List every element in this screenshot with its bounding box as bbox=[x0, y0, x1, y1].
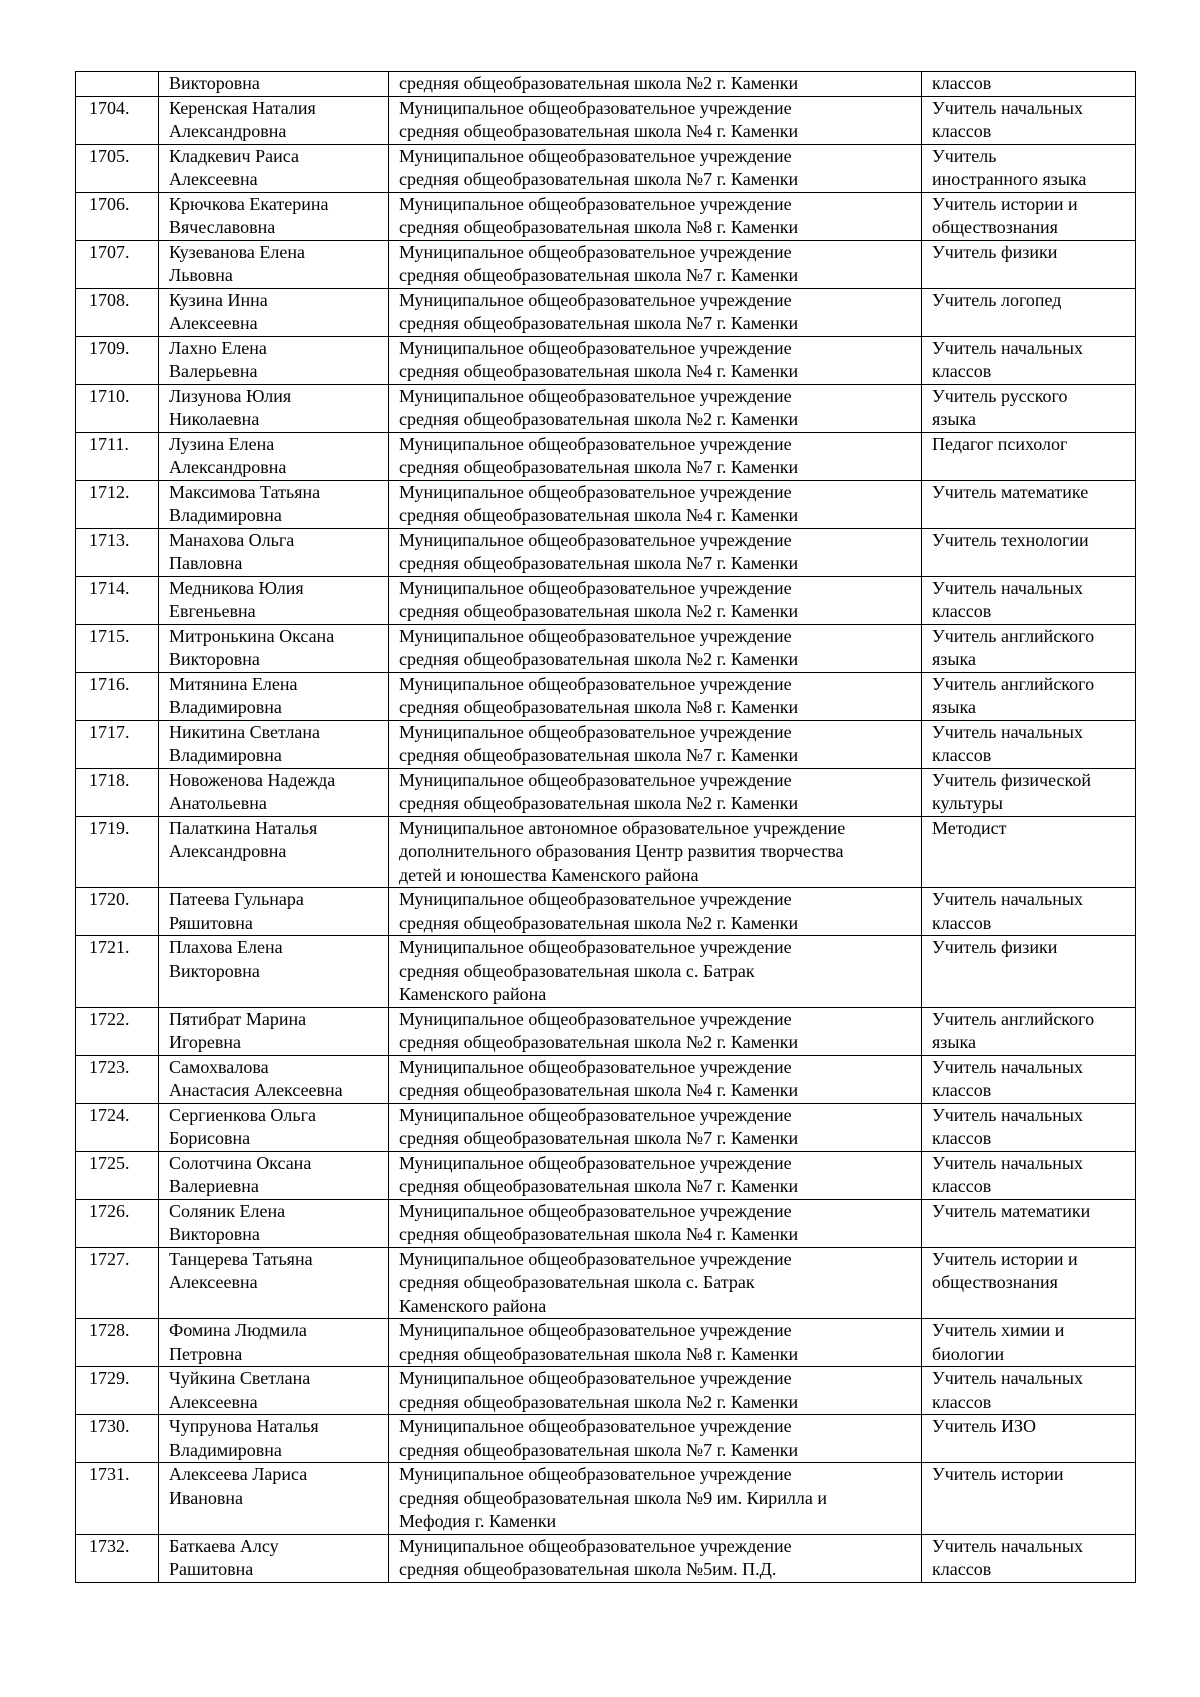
teacher-name-cell: Патеева Гульнара Ряшитовна bbox=[159, 888, 389, 936]
position-cell: Учитель ИЗО bbox=[922, 1415, 1136, 1463]
row-number-cell: 1726. bbox=[76, 1199, 159, 1247]
organization-cell: Муниципальное общеобразовательное учреждение средняя общеобразовательная школа №7 г. Каменки bbox=[389, 1151, 922, 1199]
row-number-cell: 1713. bbox=[76, 528, 159, 576]
row-number-cell: 1730. bbox=[76, 1415, 159, 1463]
organization-cell: Муниципальное общеобразовательное учреждение средняя общеобразовательная школа №4 г. Каменки bbox=[389, 336, 922, 384]
position-cell: Учитель химии и биологии bbox=[922, 1319, 1136, 1367]
row-number-cell: 1723. bbox=[76, 1055, 159, 1103]
organization-cell: Муниципальное общеобразовательное учреждение средняя общеобразовательная школа с. Батрак Каменского района bbox=[389, 936, 922, 1008]
row-number-cell: 1732. bbox=[76, 1534, 159, 1582]
position-cell: Учитель физической культуры bbox=[922, 768, 1136, 816]
organization-cell: средняя общеобразовательная школа №2 г. Каменки bbox=[389, 72, 922, 97]
organization-cell: Муниципальное общеобразовательное учреждение средняя общеобразовательная школа с. Батрак Каменского района bbox=[389, 1247, 922, 1319]
row-number-cell: 1715. bbox=[76, 624, 159, 672]
teacher-name-cell: Керенская Наталия Александровна bbox=[159, 96, 389, 144]
teacher-name-cell: Кузеванова Елена Львовна bbox=[159, 240, 389, 288]
table-body bbox=[76, 72, 1136, 1583]
organization-cell: Муниципальное общеобразовательное учреждение средняя общеобразовательная школа №7 г. Каменки bbox=[389, 720, 922, 768]
teacher-name-cell: Лизунова Юлия Николаевна bbox=[159, 384, 389, 432]
position-cell: Учитель начальных классов bbox=[922, 1055, 1136, 1103]
position-cell: Учитель истории bbox=[922, 1463, 1136, 1535]
organization-cell: Муниципальное общеобразовательное учреждение средняя общеобразовательная школа №2 г. Каменки bbox=[389, 384, 922, 432]
row-number-cell: 1705. bbox=[76, 144, 159, 192]
table-row bbox=[76, 1463, 1136, 1535]
row-number-cell: 1712. bbox=[76, 480, 159, 528]
table-row bbox=[76, 336, 1136, 384]
position-cell: Учитель начальных классов bbox=[922, 1103, 1136, 1151]
row-number-cell: 1718. bbox=[76, 768, 159, 816]
table-row bbox=[76, 528, 1136, 576]
position-cell: Учитель начальных классов bbox=[922, 1367, 1136, 1415]
row-number-cell: 1727. bbox=[76, 1247, 159, 1319]
organization-cell: Муниципальное общеобразовательное учреждение средняя общеобразовательная школа №9 им. Кирилла и Мефодия г. Каменки bbox=[389, 1463, 922, 1535]
position-cell: Педагог психолог bbox=[922, 432, 1136, 480]
position-cell: Учитель математики bbox=[922, 1199, 1136, 1247]
row-number-cell: 1704. bbox=[76, 96, 159, 144]
organization-cell: Муниципальное общеобразовательное учреждение средняя общеобразовательная школа №7 г. Каменки bbox=[389, 288, 922, 336]
table-row bbox=[76, 96, 1136, 144]
position-cell: Учитель начальных классов bbox=[922, 1151, 1136, 1199]
table-row bbox=[76, 1534, 1136, 1582]
position-cell: Учитель иностранного языка bbox=[922, 144, 1136, 192]
teacher-name-cell: Палаткина Наталья Александровна bbox=[159, 816, 389, 888]
organization-cell: Муниципальное общеобразовательное учреждение средняя общеобразовательная школа №7 г. Каменки bbox=[389, 144, 922, 192]
organization-cell: Муниципальное общеобразовательное учреждение средняя общеобразовательная школа №4 г. Каменки bbox=[389, 1055, 922, 1103]
teacher-name-cell: Кладкевич Раиса Алексеевна bbox=[159, 144, 389, 192]
position-cell: Учитель технологии bbox=[922, 528, 1136, 576]
teacher-name-cell: Плахова Елена Викторовна bbox=[159, 936, 389, 1008]
row-number-cell: 1729. bbox=[76, 1367, 159, 1415]
table-row bbox=[76, 888, 1136, 936]
teacher-name-cell: Митянина Елена Владимировна bbox=[159, 672, 389, 720]
position-cell: Учитель начальных классов bbox=[922, 1534, 1136, 1582]
teacher-name-cell: Лахно Елена Валерьевна bbox=[159, 336, 389, 384]
teachers-table bbox=[75, 71, 1136, 1583]
table-row bbox=[76, 1319, 1136, 1367]
teacher-name-cell: Баткаева Алсу Рашитовна bbox=[159, 1534, 389, 1582]
row-number-cell: 1731. bbox=[76, 1463, 159, 1535]
row-number-cell: 1707. bbox=[76, 240, 159, 288]
organization-cell: Муниципальное общеобразовательное учреждение средняя общеобразовательная школа №7 г. Каменки bbox=[389, 1415, 922, 1463]
row-number-cell: 1722. bbox=[76, 1007, 159, 1055]
row-number-cell: 1709. bbox=[76, 336, 159, 384]
teacher-name-cell: Чупрунова Наталья Владимировна bbox=[159, 1415, 389, 1463]
position-cell: Учитель английского языка bbox=[922, 1007, 1136, 1055]
row-number-cell: 1721. bbox=[76, 936, 159, 1008]
table-row bbox=[76, 1367, 1136, 1415]
table-row bbox=[76, 1007, 1136, 1055]
organization-cell: Муниципальное общеобразовательное учреждение средняя общеобразовательная школа №7 г. Каменки bbox=[389, 240, 922, 288]
organization-cell: Муниципальное общеобразовательное учреждение средняя общеобразовательная школа №8 г. Каменки bbox=[389, 672, 922, 720]
table-row bbox=[76, 1055, 1136, 1103]
organization-cell: Муниципальное общеобразовательное учреждение средняя общеобразовательная школа №4 г. Каменки bbox=[389, 1199, 922, 1247]
position-cell: Учитель английского языка bbox=[922, 624, 1136, 672]
table-row bbox=[76, 624, 1136, 672]
organization-cell: Муниципальное общеобразовательное учреждение средняя общеобразовательная школа №2 г. Каменки bbox=[389, 1007, 922, 1055]
organization-cell: Муниципальное общеобразовательное учреждение средняя общеобразовательная школа №4 г. Каменки bbox=[389, 96, 922, 144]
position-cell: Учитель истории и обществознания bbox=[922, 192, 1136, 240]
organization-cell: Муниципальное общеобразовательное учреждение средняя общеобразовательная школа №8 г. Каменки bbox=[389, 192, 922, 240]
row-number-cell: 1710. bbox=[76, 384, 159, 432]
teacher-name-cell: Митронькина Оксана Викторовна bbox=[159, 624, 389, 672]
position-cell: Методист bbox=[922, 816, 1136, 888]
teacher-name-cell: Никитина Светлана Владимировна bbox=[159, 720, 389, 768]
organization-cell: Муниципальное общеобразовательное учреждение средняя общеобразовательная школа №2 г. Каменки bbox=[389, 888, 922, 936]
row-number-cell: 1714. bbox=[76, 576, 159, 624]
table-row bbox=[76, 720, 1136, 768]
position-cell: Учитель начальных классов bbox=[922, 576, 1136, 624]
row-number-cell: 1725. bbox=[76, 1151, 159, 1199]
table-row bbox=[76, 240, 1136, 288]
teacher-name-cell: Максимова Татьяна Владимировна bbox=[159, 480, 389, 528]
position-cell: Учитель математике bbox=[922, 480, 1136, 528]
position-cell: Учитель начальных классов bbox=[922, 888, 1136, 936]
row-number-cell: 1717. bbox=[76, 720, 159, 768]
row-number-cell: 1711. bbox=[76, 432, 159, 480]
teacher-name-cell: Соляник Елена Викторовна bbox=[159, 1199, 389, 1247]
position-cell: Учитель английского языка bbox=[922, 672, 1136, 720]
teacher-name-cell: Кузина Инна Алексеевна bbox=[159, 288, 389, 336]
table-row bbox=[76, 1247, 1136, 1319]
table-row bbox=[76, 1199, 1136, 1247]
teacher-name-cell: Алексеева Лариса Ивановна bbox=[159, 1463, 389, 1535]
organization-cell: Муниципальное общеобразовательное учреждение средняя общеобразовательная школа №7 г. Каменки bbox=[389, 528, 922, 576]
table-row bbox=[76, 144, 1136, 192]
row-number-cell: 1706. bbox=[76, 192, 159, 240]
row-number-cell: 1716. bbox=[76, 672, 159, 720]
teacher-name-cell: Самохвалова Анастасия Алексеевна bbox=[159, 1055, 389, 1103]
row-number-cell: 1720. bbox=[76, 888, 159, 936]
organization-cell: Муниципальное общеобразовательное учреждение средняя общеобразовательная школа №2 г. Каменки bbox=[389, 576, 922, 624]
teacher-name-cell: Медникова Юлия Евгеньевна bbox=[159, 576, 389, 624]
table-row bbox=[76, 480, 1136, 528]
organization-cell: Муниципальное общеобразовательное учреждение средняя общеобразовательная школа №2 г. Каменки bbox=[389, 768, 922, 816]
table-row bbox=[76, 936, 1136, 1008]
organization-cell: Муниципальное общеобразовательное учреждение средняя общеобразовательная школа №5им. П.Д. bbox=[389, 1534, 922, 1582]
table-row bbox=[76, 816, 1136, 888]
position-cell: классов bbox=[922, 72, 1136, 97]
teacher-name-cell: Солотчина Оксана Валериевна bbox=[159, 1151, 389, 1199]
row-number-cell: 1728. bbox=[76, 1319, 159, 1367]
organization-cell: Муниципальное общеобразовательное учреждение средняя общеобразовательная школа №7 г. Каменки bbox=[389, 432, 922, 480]
teacher-name-cell: Новоженова Надежда Анатольевна bbox=[159, 768, 389, 816]
position-cell: Учитель физики bbox=[922, 240, 1136, 288]
organization-cell: Муниципальное общеобразовательное учреждение средняя общеобразовательная школа №8 г. Каменки bbox=[389, 1319, 922, 1367]
teacher-name-cell: Сергиенкова Ольга Борисовна bbox=[159, 1103, 389, 1151]
table-row bbox=[76, 768, 1136, 816]
teacher-name-cell: Чуйкина Светлана Алексеевна bbox=[159, 1367, 389, 1415]
teacher-name-cell: Лузина Елена Александровна bbox=[159, 432, 389, 480]
organization-cell: Муниципальное общеобразовательное учреждение средняя общеобразовательная школа №2 г. Каменки bbox=[389, 624, 922, 672]
organization-cell: Муниципальное общеобразовательное учреждение средняя общеобразовательная школа №2 г. Каменки bbox=[389, 1367, 922, 1415]
teacher-name-cell: Викторовна bbox=[159, 72, 389, 97]
table-row bbox=[76, 576, 1136, 624]
table-row bbox=[76, 72, 1136, 97]
position-cell: Учитель истории и обществознания bbox=[922, 1247, 1136, 1319]
position-cell: Учитель физики bbox=[922, 936, 1136, 1008]
row-number-cell: 1719. bbox=[76, 816, 159, 888]
teacher-name-cell: Крючкова Екатерина Вячеславовна bbox=[159, 192, 389, 240]
row-number-cell: 1724. bbox=[76, 1103, 159, 1151]
position-cell: Учитель русского языка bbox=[922, 384, 1136, 432]
table-row bbox=[76, 288, 1136, 336]
teacher-name-cell: Фомина Людмила Петровна bbox=[159, 1319, 389, 1367]
row-number-cell: 1708. bbox=[76, 288, 159, 336]
organization-cell: Муниципальное автономное образовательное учреждение дополнительного образования Центр развития творчества детей и юношества Каменского района bbox=[389, 816, 922, 888]
table-row bbox=[76, 1415, 1136, 1463]
row-number-cell bbox=[76, 72, 159, 97]
table-row bbox=[76, 384, 1136, 432]
teacher-name-cell: Пятибрат Марина Игоревна bbox=[159, 1007, 389, 1055]
position-cell: Учитель начальных классов bbox=[922, 96, 1136, 144]
organization-cell: Муниципальное общеобразовательное учреждение средняя общеобразовательная школа №4 г. Каменки bbox=[389, 480, 922, 528]
table-row bbox=[76, 1103, 1136, 1151]
organization-cell: Муниципальное общеобразовательное учреждение средняя общеобразовательная школа №7 г. Каменки bbox=[389, 1103, 922, 1151]
teacher-name-cell: Танцерева Татьяна Алексеевна bbox=[159, 1247, 389, 1319]
position-cell: Учитель начальных классов bbox=[922, 720, 1136, 768]
table-row bbox=[76, 672, 1136, 720]
table-row bbox=[76, 432, 1136, 480]
position-cell: Учитель логопед bbox=[922, 288, 1136, 336]
teacher-name-cell: Манахова Ольга Павловна bbox=[159, 528, 389, 576]
table-row bbox=[76, 192, 1136, 240]
table-row bbox=[76, 1151, 1136, 1199]
position-cell: Учитель начальных классов bbox=[922, 336, 1136, 384]
